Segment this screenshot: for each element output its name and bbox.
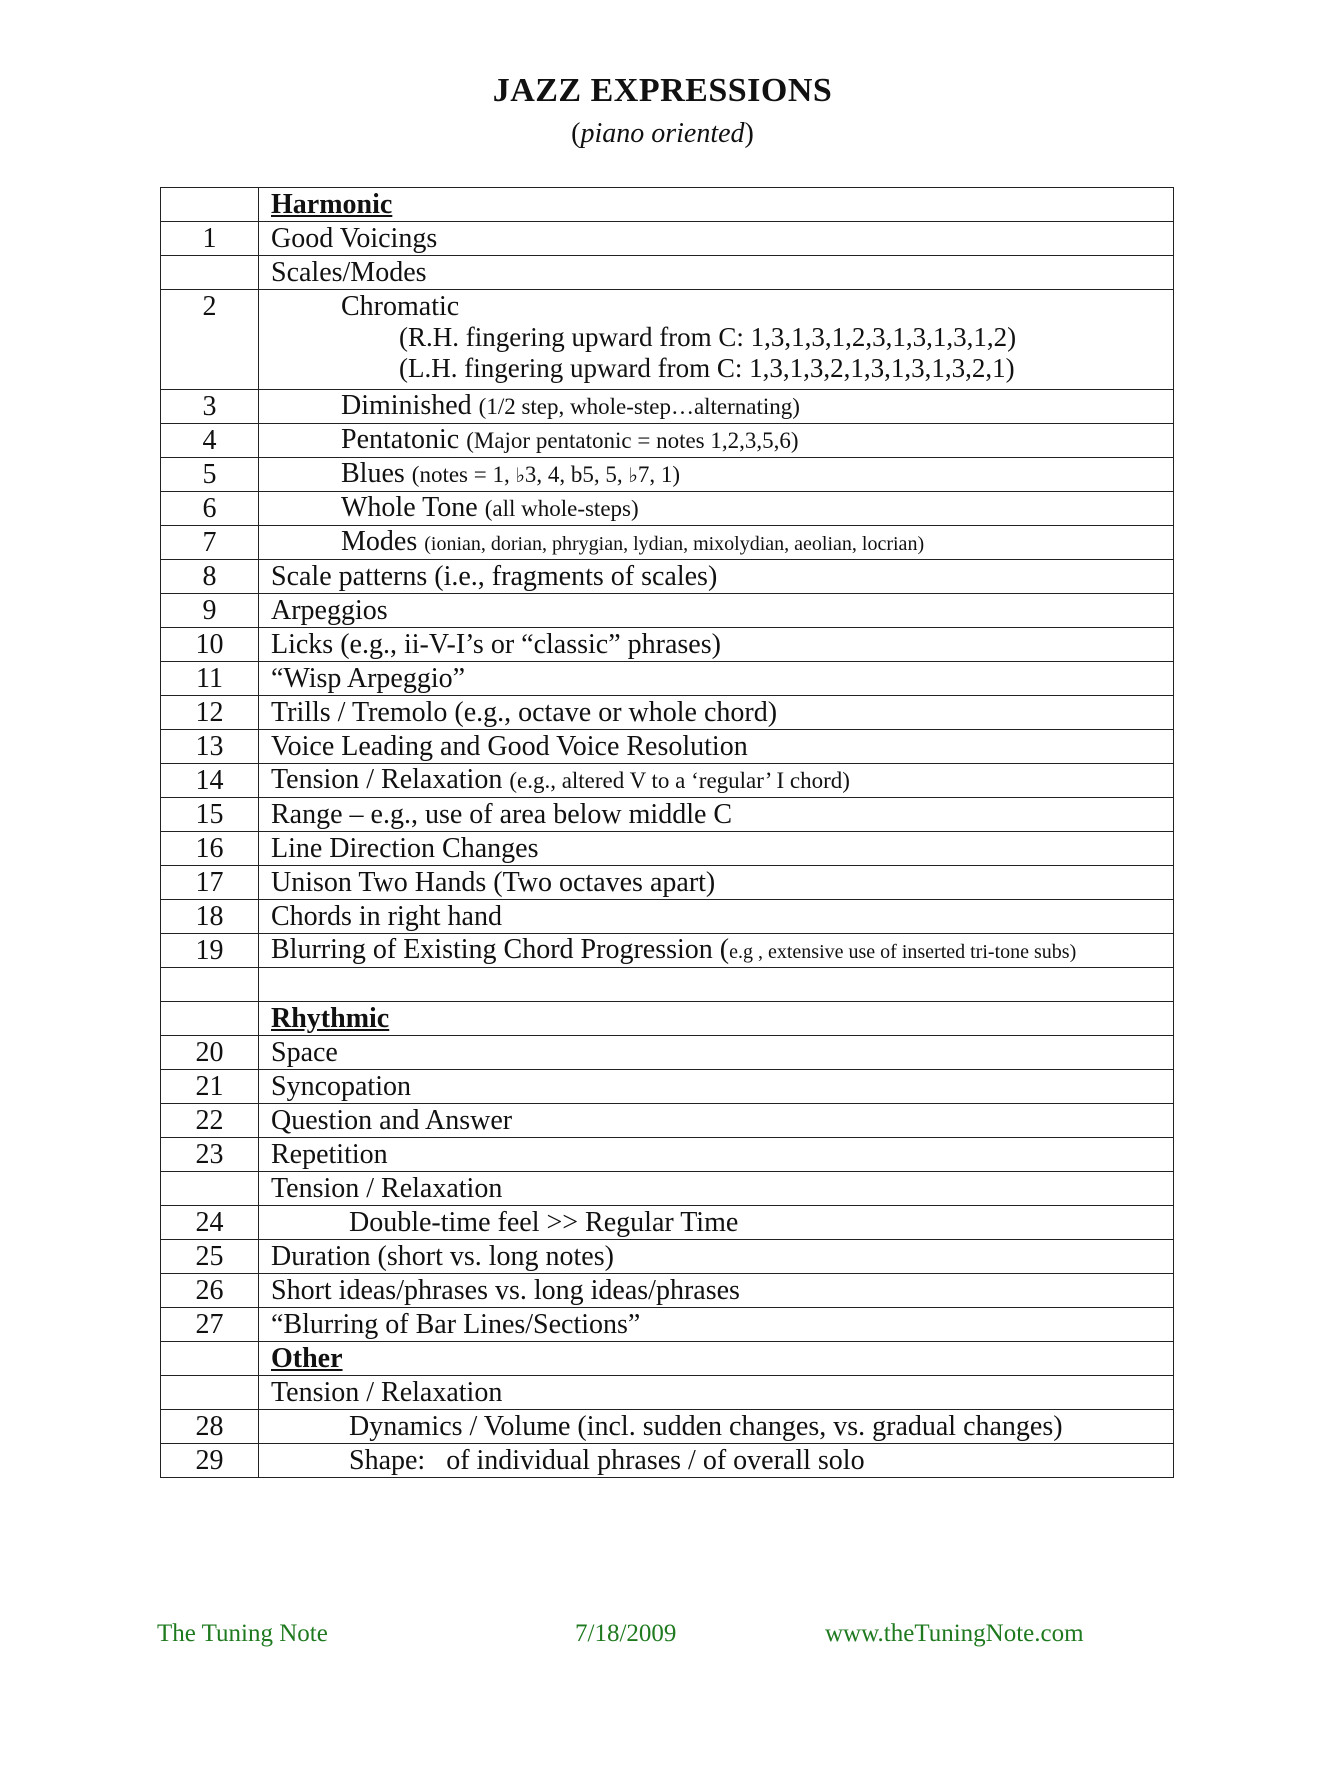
table-row bbox=[161, 390, 1174, 424]
row-text: Repetition bbox=[259, 1138, 1174, 1172]
row-text: Voice Leading and Good Voice Resolution bbox=[259, 730, 1174, 764]
table-row bbox=[161, 1002, 1174, 1036]
row-text bbox=[259, 764, 1174, 798]
row-number: 17 bbox=[161, 866, 259, 900]
note-part: 7, 1) bbox=[637, 462, 681, 487]
table-row bbox=[161, 934, 1174, 968]
row-text bbox=[259, 458, 1174, 492]
row-text: Arpeggios bbox=[259, 594, 1174, 628]
subtitle-open-paren: ( bbox=[571, 118, 581, 149]
row-number: 27 bbox=[161, 1308, 259, 1342]
table-row bbox=[161, 424, 1174, 458]
row-number: 16 bbox=[161, 832, 259, 866]
row-number: 8 bbox=[161, 560, 259, 594]
row-note: e.g , extensive use of inserted tri-tone subs) bbox=[729, 940, 1077, 963]
table-row bbox=[161, 1172, 1174, 1206]
row-number: 7 bbox=[161, 526, 259, 560]
document-subtitle bbox=[0, 118, 1325, 150]
table-row bbox=[161, 1070, 1174, 1104]
row-text: Tension / Relaxation bbox=[259, 1172, 1174, 1206]
row-number: 2 bbox=[161, 290, 259, 390]
row-number: 21 bbox=[161, 1070, 259, 1104]
table-row bbox=[161, 256, 1174, 290]
note-part: 3, 4, b5, 5, bbox=[524, 462, 629, 487]
row-number: 6 bbox=[161, 492, 259, 526]
table-row bbox=[161, 222, 1174, 256]
row-text: Licks (e.g., ii-V-I’s or “classic” phrases) bbox=[259, 628, 1174, 662]
row-number bbox=[161, 968, 259, 1002]
table-row bbox=[161, 764, 1174, 798]
row-number: 19 bbox=[161, 934, 259, 968]
row-note bbox=[412, 462, 680, 487]
table-row bbox=[161, 492, 1174, 526]
row-text bbox=[259, 968, 1174, 1002]
row-main-text: Dynamics / Volume (incl. sudden changes, vs. gradual changes) bbox=[349, 1410, 1063, 1442]
row-text: Good Voicings bbox=[259, 222, 1174, 256]
table-row bbox=[161, 798, 1174, 832]
row-text bbox=[259, 290, 1174, 390]
row-text bbox=[259, 492, 1174, 526]
row-text bbox=[259, 1206, 1174, 1240]
footer-site-name: The Tuning Note bbox=[157, 1620, 328, 1647]
table-row bbox=[161, 1138, 1174, 1172]
row-text bbox=[259, 1444, 1174, 1478]
row-number: 23 bbox=[161, 1138, 259, 1172]
section-heading-rhythmic: Rhythmic bbox=[271, 1002, 390, 1034]
row-number: 18 bbox=[161, 900, 259, 934]
row-text: Tension / Relaxation bbox=[259, 1376, 1174, 1410]
table-row bbox=[161, 594, 1174, 628]
row-number bbox=[161, 1376, 259, 1410]
row-number: 5 bbox=[161, 458, 259, 492]
note-paren: ( bbox=[719, 933, 730, 965]
table-row bbox=[161, 866, 1174, 900]
row-text: Space bbox=[259, 1036, 1174, 1070]
row-text: “Wisp Arpeggio” bbox=[259, 662, 1174, 696]
row-main-text: Modes bbox=[341, 525, 418, 557]
footer-date: 7/18/2009 bbox=[575, 1620, 677, 1647]
table-row bbox=[161, 1444, 1174, 1478]
note-part: (notes = 1, bbox=[411, 462, 516, 487]
table-row bbox=[161, 1274, 1174, 1308]
table-row bbox=[161, 900, 1174, 934]
rh-fingering: (R.H. fingering upward from C: 1,3,1,3,1,2,3,1,3,1,3,1,2) bbox=[399, 322, 1017, 352]
flat-symbol: ♭ bbox=[628, 463, 638, 487]
row-main-text: Whole Tone bbox=[341, 492, 478, 523]
row-text: Trills / Tremolo (e.g., octave or whole chord) bbox=[259, 696, 1174, 730]
table-row bbox=[161, 560, 1174, 594]
table-row bbox=[161, 730, 1174, 764]
row-number bbox=[161, 1342, 259, 1376]
row-number: 25 bbox=[161, 1240, 259, 1274]
row-text bbox=[259, 188, 1174, 222]
row-number bbox=[161, 1172, 259, 1206]
row-text bbox=[259, 424, 1174, 458]
row-number: 10 bbox=[161, 628, 259, 662]
row-number: 14 bbox=[161, 764, 259, 798]
row-number: 4 bbox=[161, 424, 259, 458]
row-number: 22 bbox=[161, 1104, 259, 1138]
section-heading-harmonic: Harmonic bbox=[271, 188, 393, 220]
row-main-text: Blues bbox=[341, 458, 405, 489]
row-text: Syncopation bbox=[259, 1070, 1174, 1104]
row-text: Scales/Modes bbox=[259, 256, 1174, 290]
table-row bbox=[161, 1308, 1174, 1342]
table-row bbox=[161, 662, 1174, 696]
table-row bbox=[161, 526, 1174, 560]
row-number bbox=[161, 256, 259, 290]
row-number: 13 bbox=[161, 730, 259, 764]
table-row bbox=[161, 458, 1174, 492]
table-row bbox=[161, 188, 1174, 222]
footer-url: www.theTuningNote.com bbox=[825, 1620, 1084, 1647]
row-number bbox=[161, 1002, 259, 1036]
expressions-table bbox=[160, 187, 1174, 1478]
row-main-text: Diminished bbox=[341, 390, 472, 421]
row-number: 26 bbox=[161, 1274, 259, 1308]
row-text: Question and Answer bbox=[259, 1104, 1174, 1138]
subtitle-text: piano oriented bbox=[580, 118, 745, 149]
table-row bbox=[161, 1376, 1174, 1410]
row-number: 9 bbox=[161, 594, 259, 628]
table-row bbox=[161, 1206, 1174, 1240]
table-row bbox=[161, 1342, 1174, 1376]
row-text bbox=[259, 390, 1174, 424]
row-text: Chords in right hand bbox=[259, 900, 1174, 934]
flat-symbol: ♭ bbox=[515, 463, 525, 487]
table-row bbox=[161, 1410, 1174, 1444]
row-text: Short ideas/phrases vs. long ideas/phrases bbox=[259, 1274, 1174, 1308]
row-text bbox=[259, 1342, 1174, 1376]
row-number: 24 bbox=[161, 1206, 259, 1240]
row-main-text: Pentatonic bbox=[341, 424, 460, 455]
row-main-text: Shape: of individual phrases / of overall solo bbox=[349, 1444, 865, 1476]
lh-fingering: (L.H. fingering upward from C: 1,3,1,3,2,1,3,1,3,1,3,2,1) bbox=[399, 353, 1015, 383]
row-text bbox=[259, 934, 1174, 968]
row-note: (ionian, dorian, phrygian, lydian, mixolydian, aeolian, locrian) bbox=[424, 532, 925, 555]
row-number: 20 bbox=[161, 1036, 259, 1070]
row-main-text: Blurring of Existing Chord Progression bbox=[271, 933, 713, 965]
table-row bbox=[161, 1036, 1174, 1070]
row-number: 11 bbox=[161, 662, 259, 696]
row-number: 15 bbox=[161, 798, 259, 832]
row-note: (1/2 step, whole-step…alternating) bbox=[478, 394, 800, 419]
row-text bbox=[259, 1410, 1174, 1444]
row-text: Scale patterns (i.e., fragments of scales) bbox=[259, 560, 1174, 594]
row-note: (Major pentatonic = notes 1,2,3,5,6) bbox=[466, 428, 799, 453]
row-text: “Blurring of Bar Lines/Sections” bbox=[259, 1308, 1174, 1342]
row-text: Duration (short vs. long notes) bbox=[259, 1240, 1174, 1274]
row-number: 29 bbox=[161, 1444, 259, 1478]
row-number: 3 bbox=[161, 390, 259, 424]
row-text: Range – e.g., use of area below middle C bbox=[259, 798, 1174, 832]
table-row-empty bbox=[161, 968, 1174, 1002]
subtitle-close-paren: ) bbox=[744, 118, 754, 149]
table-row bbox=[161, 832, 1174, 866]
section-heading-other: Other bbox=[271, 1342, 343, 1374]
row-number bbox=[161, 188, 259, 222]
row-note: (e.g., altered V to a ‘regular’ I chord) bbox=[509, 768, 850, 793]
row-text bbox=[259, 526, 1174, 560]
table-row bbox=[161, 1104, 1174, 1138]
table-row bbox=[161, 628, 1174, 662]
document-title: JAZZ EXPRESSIONS bbox=[492, 72, 833, 109]
table-row bbox=[161, 290, 1174, 390]
row-number: 1 bbox=[161, 222, 259, 256]
row-number: 12 bbox=[161, 696, 259, 730]
row-main-text: Tension / Relaxation bbox=[271, 764, 503, 795]
row-text: Line Direction Changes bbox=[259, 832, 1174, 866]
row-number: 28 bbox=[161, 1410, 259, 1444]
row-text: Unison Two Hands (Two octaves apart) bbox=[259, 866, 1174, 900]
table-row bbox=[161, 696, 1174, 730]
row-note: (all whole-steps) bbox=[484, 496, 639, 521]
row-text bbox=[259, 1002, 1174, 1036]
table-row bbox=[161, 1240, 1174, 1274]
row-main-text: Double-time feel >> Regular Time bbox=[349, 1206, 739, 1238]
row-main-text: Chromatic bbox=[341, 291, 460, 322]
